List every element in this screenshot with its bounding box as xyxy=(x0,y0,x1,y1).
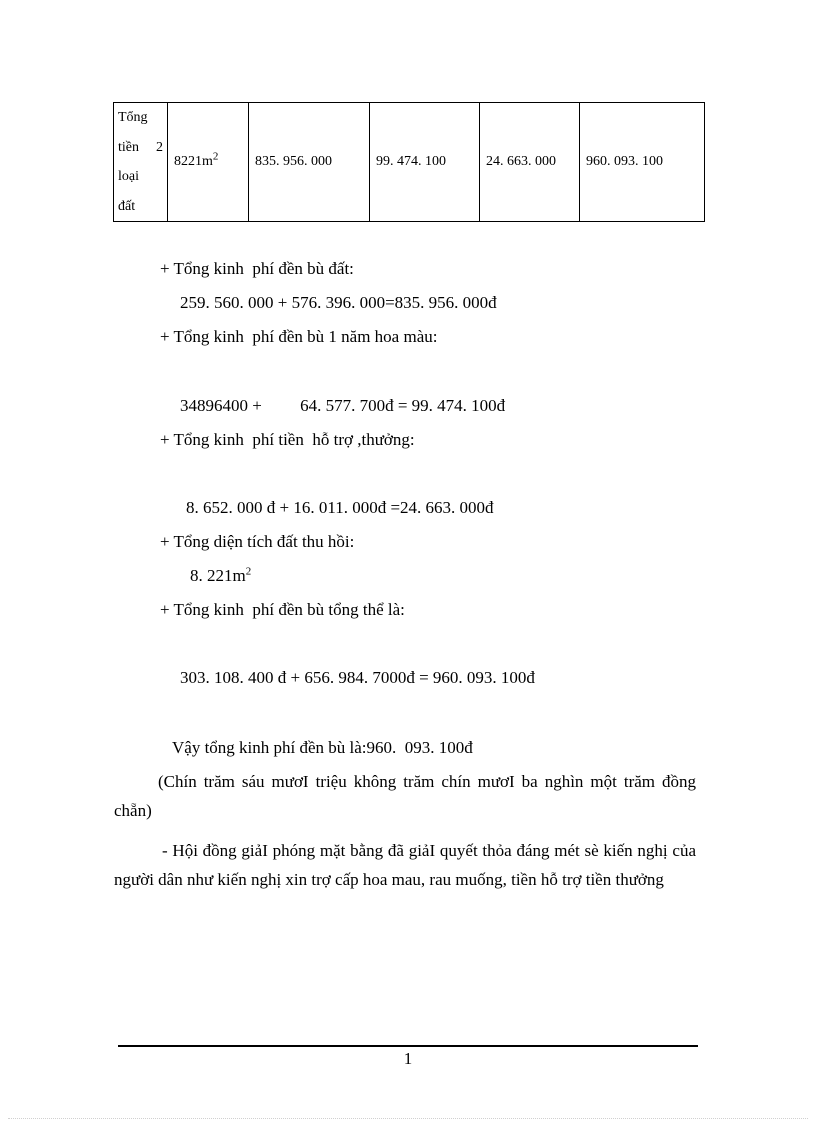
total-conclusion: Vậy tổng kinh phí đền bù là:960. 093. 100đ xyxy=(172,738,473,757)
support-heading: + Tổng kinh phí tiền hỗ trợ ,thưởng: xyxy=(160,430,415,449)
crop-compensation-cell: 99. 474. 100 xyxy=(370,103,480,222)
crop-compensation-formula: 34896400 + 64. 577. 700đ = 99. 474. 100đ xyxy=(180,396,506,415)
label-line: loại xyxy=(118,169,139,184)
label-line: 2 xyxy=(156,139,163,155)
council-paragraph: - Hội đồng giảI phóng mặt bằng đã giảI quyết thỏa đáng mét sè kiến nghị của người dân như kiến nghị xin trợ cấp hoa mau, rau muống, tiền hỗ trợ tiền thưởng xyxy=(114,841,696,889)
footer-rule xyxy=(118,1045,698,1047)
total-cell: 960. 093. 100 xyxy=(580,103,705,222)
land-compensation-formula: 259. 560. 000 + 576. 396. 000=835. 956. 000đ xyxy=(180,293,497,312)
area-heading: + Tổng diện tích đất thu hồi: xyxy=(160,532,355,551)
land-compensation-heading: + Tổng kinh phí đền bù đất: xyxy=(160,259,354,278)
summary-table xyxy=(113,102,705,222)
label-line: đất xyxy=(118,198,136,214)
overall-formula: 303. 108. 400 đ + 656. 984. 7000đ = 960. 093. 100đ xyxy=(180,668,535,687)
crop-compensation-heading: + Tổng kinh phí đền bù 1 năm hoa màu: xyxy=(160,327,438,346)
support-formula: 8. 652. 000 đ + 16. 011. 000đ =24. 663. 000đ xyxy=(186,498,494,517)
row-label-cell xyxy=(114,103,168,222)
label-line: tiền xyxy=(118,139,139,155)
label-line: Tổng xyxy=(118,110,148,125)
land-compensation-cell: 835. 956. 000 xyxy=(249,103,370,222)
support-cell: 24. 663. 000 xyxy=(480,103,580,222)
area-value: 8. $221m^2$ xyxy=(190,565,252,585)
page-number: 1 xyxy=(403,1049,413,1068)
table-row xyxy=(114,103,705,222)
area-cell: $8221m^2$ xyxy=(168,103,249,222)
overall-heading: + Tổng kinh phí đền bù tổng thể là: xyxy=(160,600,405,619)
page-edge-divider xyxy=(8,1118,808,1119)
amount-in-words: (Chín trăm sáu mươI triệu không trăm chín mươI ba nghìn một trăm đồng chẵn) xyxy=(114,772,696,820)
